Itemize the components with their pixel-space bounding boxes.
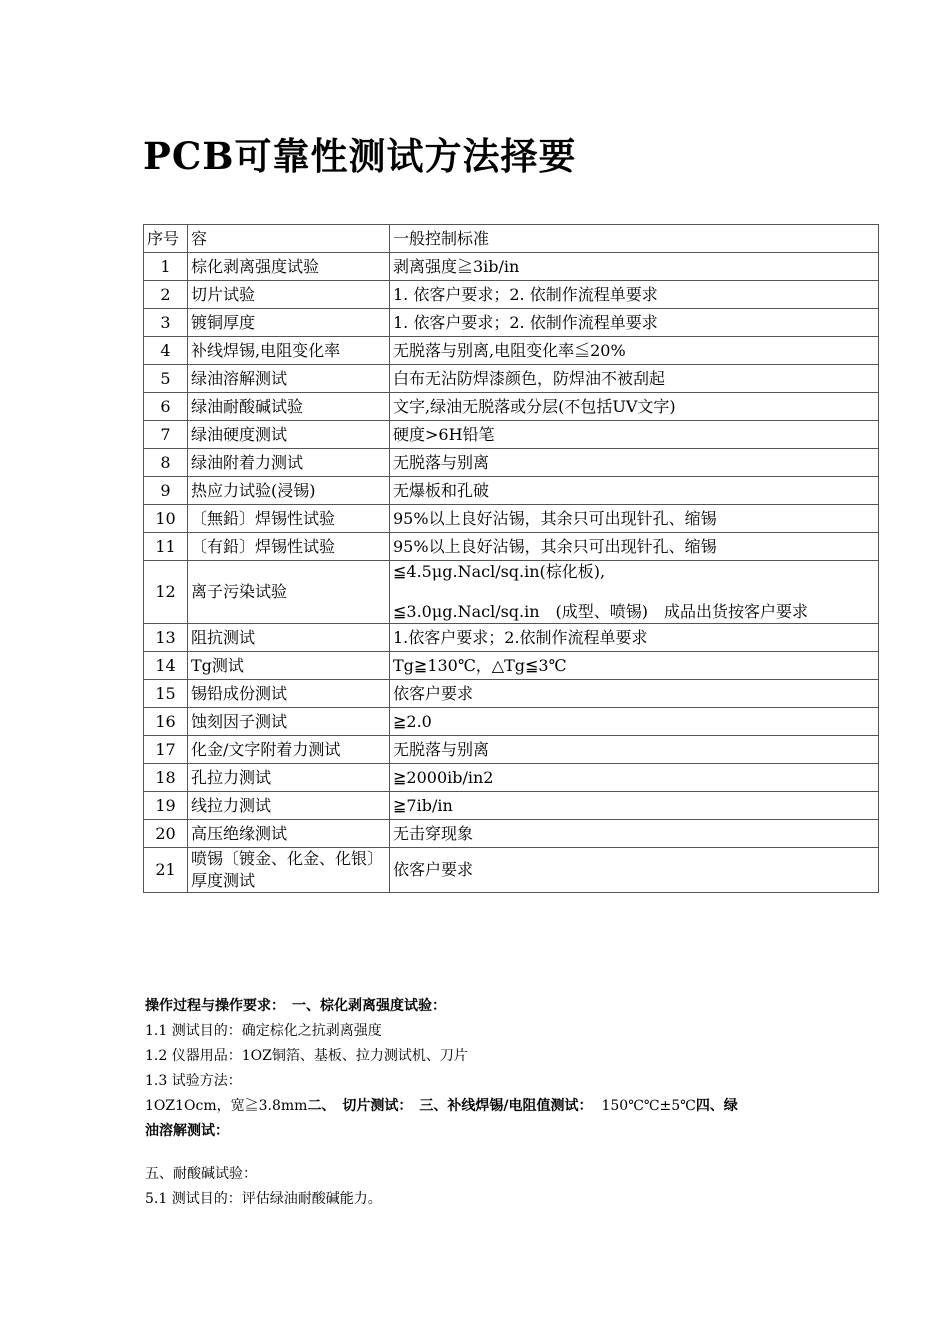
row-item: 棕化剥离强度试验 bbox=[188, 253, 390, 281]
row-item: 阻抗测试 bbox=[188, 624, 390, 652]
row-number: 14 bbox=[144, 652, 188, 680]
row-number: 7 bbox=[144, 421, 188, 449]
table-row bbox=[144, 393, 879, 421]
table-header-row bbox=[144, 225, 879, 253]
procedure-line: 油溶解测试： bbox=[145, 1123, 229, 1139]
header-standard: 一般控制标准 bbox=[390, 225, 879, 253]
row-standard: 无爆板和孔破 bbox=[390, 477, 879, 505]
row-number: 16 bbox=[144, 708, 188, 736]
row-number: 19 bbox=[144, 792, 188, 820]
table-row bbox=[144, 365, 879, 393]
row-item: 镀铜厚度 bbox=[188, 309, 390, 337]
row-item: 切片试验 bbox=[188, 281, 390, 309]
table-row bbox=[144, 449, 879, 477]
row-number: 20 bbox=[144, 820, 188, 848]
table-row bbox=[144, 764, 879, 792]
page-title: PCB可靠性测试方法择要 bbox=[143, 134, 577, 178]
row-item: 补线焊锡,电阻变化率 bbox=[188, 337, 390, 365]
table-row bbox=[144, 848, 879, 893]
row-item: 化金/文字附着力测试 bbox=[188, 736, 390, 764]
row-item: 热应力试验(浸锡) bbox=[188, 477, 390, 505]
row-item: Tg测试 bbox=[188, 652, 390, 680]
row-number: 9 bbox=[144, 477, 188, 505]
row-item: 绿油溶解测试 bbox=[188, 365, 390, 393]
standard-line: ≦4.5μg.Nacl/sq.in(棕化板), bbox=[393, 562, 606, 581]
row-number: 13 bbox=[144, 624, 188, 652]
row-number: 3 bbox=[144, 309, 188, 337]
row-standard: 依客户要求 bbox=[390, 848, 879, 893]
table-row bbox=[144, 505, 879, 533]
row-standard: 95%以上良好沾锡，其余只可出现针孔、缩锡 bbox=[390, 505, 879, 533]
row-number: 5 bbox=[144, 365, 188, 393]
row-item: 〔有鉛〕焊锡性试验 bbox=[188, 533, 390, 561]
row-item: 孔拉力测试 bbox=[188, 764, 390, 792]
row-item: 离子污染试验 bbox=[188, 561, 390, 624]
header-no: 序号 bbox=[144, 225, 188, 253]
table-row bbox=[144, 337, 879, 365]
procedure-line: 1.3 试验方法： bbox=[145, 1073, 242, 1089]
row-item: 蚀刻因子测试 bbox=[188, 708, 390, 736]
row-standard: 文字,绿油无脱落或分层(不包括UV文字) bbox=[390, 393, 879, 421]
table-row bbox=[144, 561, 879, 624]
row-standard: 1. 依客户要求；2. 依制作流程单要求 bbox=[390, 309, 879, 337]
row-standard: 1.依客户要求；2.依制作流程单要求 bbox=[390, 624, 879, 652]
table-row bbox=[144, 680, 879, 708]
row-standard: ≧7ib/in bbox=[390, 792, 879, 820]
row-number: 2 bbox=[144, 281, 188, 309]
row-standard: Tg≧130℃，△Tg≦3℃ bbox=[390, 652, 879, 680]
table-row bbox=[144, 736, 879, 764]
row-standard: 无击穿现象 bbox=[390, 820, 879, 848]
row-item: 高压绝缘测试 bbox=[188, 820, 390, 848]
table-row bbox=[144, 477, 879, 505]
procedure-line: 五、耐酸碱试验： bbox=[145, 1166, 257, 1182]
test-method-table bbox=[143, 224, 879, 893]
row-standard: 硬度>6H铅笔 bbox=[390, 421, 879, 449]
table-row bbox=[144, 421, 879, 449]
row-standard: 白布无沾防焊漆颜色，防焊油不被刮起 bbox=[390, 365, 879, 393]
row-number: 17 bbox=[144, 736, 188, 764]
row-standard: 95%以上良好沾锡，其余只可出现针孔、缩锡 bbox=[390, 533, 879, 561]
row-number: 15 bbox=[144, 680, 188, 708]
row-standard: ≧2000ib/in2 bbox=[390, 764, 879, 792]
row-number: 1 bbox=[144, 253, 188, 281]
row-standard: 无脱落与别离,电阻变化率≦20% bbox=[390, 337, 879, 365]
row-standard: 依客户要求 bbox=[390, 680, 879, 708]
procedure-line: 5.1 测试目的：评估绿油耐酸碱能力。 bbox=[145, 1191, 382, 1207]
row-item: 〔無鉛〕焊锡性试验 bbox=[188, 505, 390, 533]
row-standard: 无脱落与别离 bbox=[390, 449, 879, 477]
table-row bbox=[144, 624, 879, 652]
procedure-line: 1.1 测试目的：确定棕化之抗剥离强度 bbox=[145, 1023, 382, 1039]
procedure-line: 1OZ1Ocm，宽≧3.8mm二、 切片测试： 三、补线焊锡/电阻值测试： 150℃℃±5℃四、绿 bbox=[145, 1098, 738, 1114]
row-number: 18 bbox=[144, 764, 188, 792]
table-row bbox=[144, 708, 879, 736]
row-number: 12 bbox=[144, 561, 188, 624]
table-row bbox=[144, 281, 879, 309]
table-row bbox=[144, 533, 879, 561]
row-item: 绿油耐酸碱试验 bbox=[188, 393, 390, 421]
row-item: 绿油附着力测试 bbox=[188, 449, 390, 477]
row-number: 21 bbox=[144, 848, 188, 893]
procedure-line: 1.2 仪器用品：1OZ铜箔、基板、拉力测试机、刀片 bbox=[145, 1048, 468, 1064]
table-row bbox=[144, 652, 879, 680]
procedure-heading: 操作过程与操作要求： 一、棕化剥离强度试验： bbox=[145, 998, 446, 1014]
table-row bbox=[144, 820, 879, 848]
row-item: 喷锡〔镀金、化金、化银〕厚度测试 bbox=[188, 848, 390, 893]
row-item: 锡铅成份测试 bbox=[188, 680, 390, 708]
table-row bbox=[144, 309, 879, 337]
table-row bbox=[144, 253, 879, 281]
row-standard bbox=[390, 561, 879, 624]
row-standard: 剥离强度≧3ib/in bbox=[390, 253, 879, 281]
header-item: 容 bbox=[188, 225, 390, 253]
row-item: 绿油硬度测试 bbox=[188, 421, 390, 449]
procedure-section bbox=[145, 994, 825, 1212]
row-standard: ≧2.0 bbox=[390, 708, 879, 736]
row-number: 8 bbox=[144, 449, 188, 477]
table-row bbox=[144, 792, 879, 820]
row-number: 4 bbox=[144, 337, 188, 365]
row-standard: 1. 依客户要求；2. 依制作流程单要求 bbox=[390, 281, 879, 309]
row-item: 线拉力测试 bbox=[188, 792, 390, 820]
row-standard: 无脱落与别离 bbox=[390, 736, 879, 764]
row-number: 6 bbox=[144, 393, 188, 421]
row-number: 11 bbox=[144, 533, 188, 561]
row-number: 10 bbox=[144, 505, 188, 533]
standard-line: ≦3.0μg.Nacl/sq.in (成型、喷锡) 成品出货按客户要求 bbox=[393, 602, 809, 621]
